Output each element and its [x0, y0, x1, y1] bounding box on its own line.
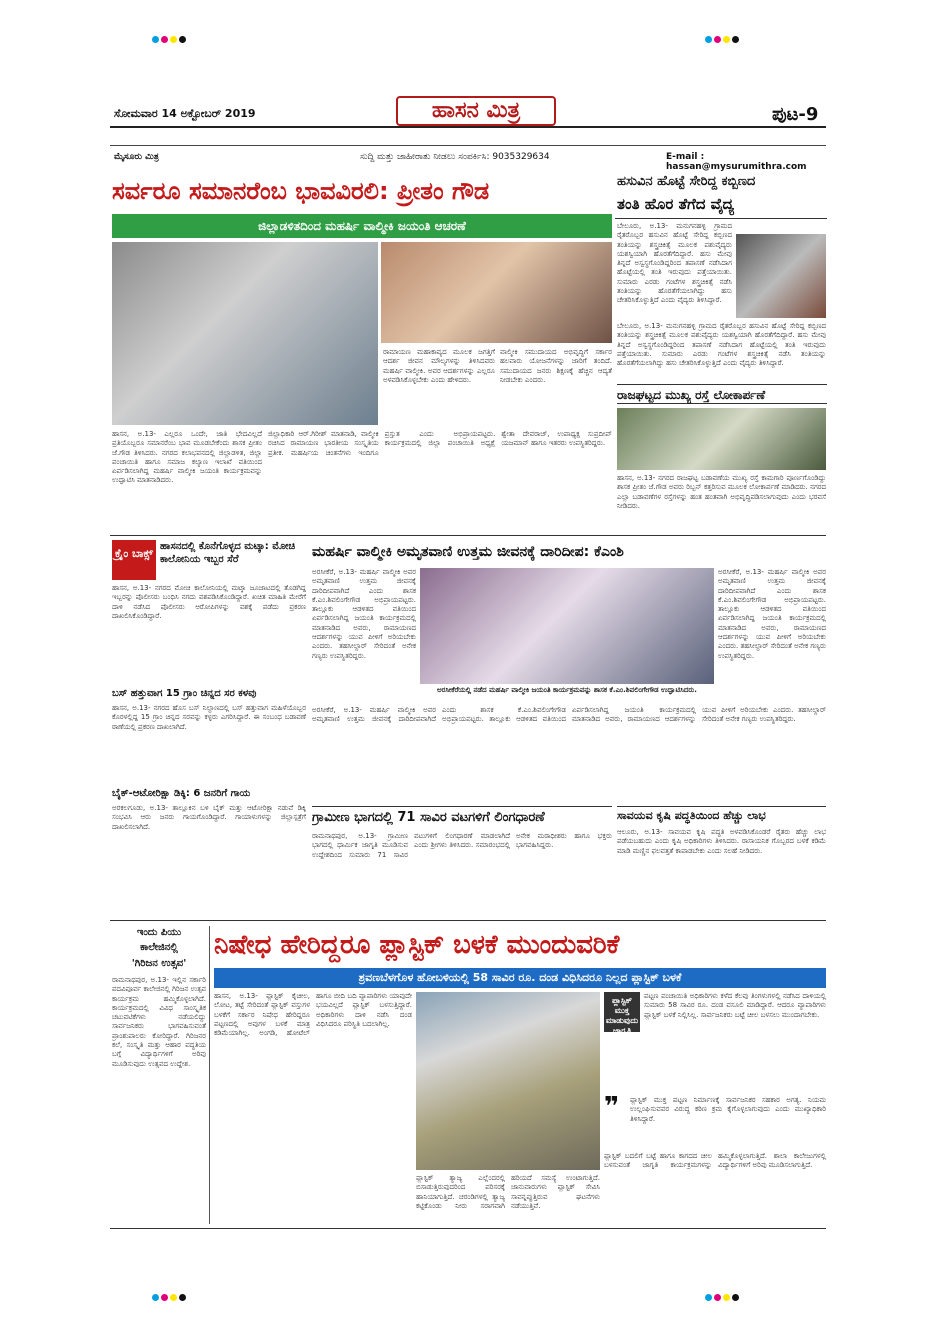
- story5-body: ರಾಮನಾಥಪುರ, ಅ.13- ಗ್ರಾಮೀಣ ಭಾಗದಲ್ಲಿ ಧಾರ್ಮಿಕ ಜಾಗೃತಿ ಮೂಡಿಸುವ ಉದ್ದೇಶದಿಂದ ಸುಮಾರು 71 ಸಾವಿರ ವಟುಗಳಿಗೆ ಲಿಂಗಧಾರಣೆ ಮಾಡಲಾಗಿದೆ ಎಂದು ಶ್ರೀಗಳು ತಿಳಿಸಿದರು. ಸಮಾರಂಭದಲ್ಲಿ ಅನೇಕ ಮಠಾಧೀಶರು ಹಾಗೂ ಭಕ್ತರು ಭಾಗವಹಿಸಿದ್ದರು.: [312, 832, 612, 859]
- paper-name: ಮೈಸೂರು ಮಿತ್ರ: [114, 152, 159, 162]
- story1-body-b: ರಾಮಾಯಣ ಮಹಾಕಾವ್ಯದ ಮೂಲಕ ಜಗತ್ತಿಗೆ ಆದರ್ಶ ಜೀವನ ಮೌಲ್ಯಗಳನ್ನು ತಿಳಿಸಿದವರು ಮಹರ್ಷಿ ವಾಲ್ಮೀಕಿ. ಅವರ ಆದರ್ಶಗಳನ್ನು ಎಲ್ಲರೂ ಅಳವಡಿಸಿಕೊಳ್ಳಬೇಕು ಎಂದು ಹೇಳಿದರು.: [383, 348, 495, 384]
- contact-row: [110, 150, 826, 172]
- college-divider: [209, 926, 210, 1224]
- contact-line: ಸುದ್ದಿ ಮತ್ತು ಜಾಹೀರಾತು ನೀಡಲು ಸಂಪರ್ಕಿಸಿ: 9035329634: [360, 152, 550, 162]
- quote-mark-icon: ❞: [604, 1092, 620, 1122]
- story7-headline: ನಿಷೇಧ ಹೇರಿದ್ದರೂ ಪ್ಲಾಸ್ಟಿಕ್ ಬಳಕೆ ಮುಂದುವರಿಕೆ: [214, 930, 620, 960]
- story7-quote-tag: ಪ್ಲಾಸ್ಟಿಕ್ ಮುಕ್ತ ಮಾಡುವುದು ಜಾಗೃತಿ: [604, 992, 640, 1032]
- crime-headline: ಹಾಸನದಲ್ಲಿ ಕೊನೆಗೊಳ್ಳದ ಮಟ್ಕಾ: ಮೋಚಿ ಕಾಲೋನಿಯ ಇಬ್ಬರ ಸೆರೆ: [160, 541, 296, 565]
- story2-photo-wire: [736, 234, 826, 318]
- masthead-rule: [110, 126, 826, 128]
- story4-photo: [420, 568, 714, 684]
- story4-body-right: ಅರಸೀಕೆರೆ, ಅ.13- ಮಹರ್ಷಿ ವಾಲ್ಮೀಕಿ ಅವರ ಅಮೃತವಾಣಿ ಉತ್ತಮ ಜೀವನಕ್ಕೆ ದಾರಿದೀಪವಾಗಿದೆ ಎಂದು ಶಾಸಕ ಕೆ.ಎಂ.ಶಿವಲಿಂಗೇಗೌಡ ಅಭಿಪ್ರಾಯಪಟ್ಟರು. ತಾಲ್ಲೂಕು ಆಡಳಿತದ ವತಿಯಿಂದ ಏರ್ಪಡಿಸಲಾಗಿದ್ದ ಜಯಂತಿ ಕಾರ್ಯಕ್ರಮದಲ್ಲಿ ಮಾತನಾಡಿದ ಅವರು, ರಾಮಾಯಣದ ಆದರ್ಶಗಳನ್ನು ಯುವ ಪೀಳಿಗೆ ಅರಿಯಬೇಕು ಎಂದರು. ತಹಸೀಲ್ದಾರ್ ಸೇರಿದಂತೆ ಅನೇಕ ಗಣ್ಯರು ಉಪಸ್ಥಿತರಿದ್ದರು.: [718, 568, 826, 660]
- crime-body2: ಹಾಸನ, ಅ.13- ನಗರದ ಹೊಸ ಬಸ್ ನಿಲ್ದಾಣದಲ್ಲಿ ಬಸ್ ಹತ್ತುವಾಗ ಮಹಿಳೆಯೊಬ್ಬರ ಕೊರಳಲ್ಲಿದ್ದ 15 ಗ್ರಾಂ ಚಿನ್ನದ ಸರವನ್ನು ಕಳ್ಳರು ಎಗರಿಸಿದ್ದಾರೆ. ಈ ಸಂಬಂಧ ಬಡಾವಣೆ ಠಾಣೆಯಲ್ಲಿ ಪ್ರಕರಣ ದಾಖಲಾಗಿದೆ.: [112, 704, 306, 731]
- story1-body-c: ವಾಲ್ಮೀಕಿ ಸಮುದಾಯದ ಅಭಿವೃದ್ಧಿಗೆ ಸರ್ಕಾರ ಹಲವಾರು ಯೋಜನೆಗಳನ್ನು ಜಾರಿಗೆ ತಂದಿದೆ. ಸಮುದಾಯದ ಜನರು ಶಿಕ್ಷಣಕ್ಕೆ ಹೆಚ್ಚಿನ ಆದ್ಯತೆ ನೀಡಬೇಕು ಎಂದರು.: [500, 348, 612, 384]
- story7-body-e: ಪ್ಲಾಸ್ಟಿಕ್ ಬದಲಿಗೆ ಬಟ್ಟೆ ಹಾಗೂ ಕಾಗದದ ಚೀಲ ಬಳಸುವಂತೆ ಜಾಗೃತಿ ಕಾರ್ಯಕ್ರಮಗಳನ್ನು ಹಮ್ಮಿಕೊಳ್ಳಲಾಗುತ್ತಿದೆ. ಶಾಲಾ ಕಾಲೇಜುಗಳಲ್ಲಿ ವಿದ್ಯಾರ್ಥಿಗಳಿಗೆ ಅರಿವು ಮೂಡಿಸಲಾಗುತ್ತಿದೆ.: [604, 1152, 826, 1170]
- story6-headline: ಸಾವಯವ ಕೃಷಿ ಪದ್ಧತಿಯಿಂದ ಹೆಚ್ಚು ಲಾಭ: [617, 806, 826, 824]
- section-divider-1: [110, 535, 826, 536]
- story2-rule: [615, 218, 827, 219]
- page-bottom-rule: [110, 1228, 826, 1229]
- story1-photo-dignitaries: [381, 242, 612, 343]
- college-headline-1: ಇಂದು ಪಿಯು: [136, 927, 182, 938]
- college-headline-3: 'ಗಿರಿಜನ ಉತ್ಸವ': [131, 958, 187, 969]
- registration-marks-bottom: [152, 1294, 188, 1301]
- crime-box-tag: ಕ್ರೈಂ ಬಾಕ್ಸ್: [112, 540, 156, 580]
- masthead-strip: [110, 132, 826, 146]
- story7-body-a: ಹಾಸನ, ಅ.13- ಪ್ಲಾಸ್ಟಿಕ್ ಕೈಚೀಲ, ಲೋಟ, ತಟ್ಟೆ ಸೇರಿದಂತೆ ಪ್ಲಾಸ್ಟಿಕ್ ವಸ್ತುಗಳ ಬಳಕೆಗೆ ಸರ್ಕಾರ ನಿಷೇಧ ಹೇರಿದ್ದರೂ ಪಟ್ಟಣದಲ್ಲಿ ಅವುಗಳ ಬಳಕೆ ಮಾತ್ರ ಕಡಿಮೆಯಾಗಿಲ್ಲ. ಅಂಗಡಿ, ಹೋಟೆಲ್ ಹಾಗೂ ಬೀದಿ ಬದಿ ವ್ಯಾಪಾರಿಗಳು ಯಾವುದೇ ಭಯವಿಲ್ಲದೆ ಪ್ಲಾಸ್ಟಿಕ್ ಬಳಸುತ್ತಿದ್ದಾರೆ. ಅಧಿಕಾರಿಗಳು ದಾಳಿ ನಡೆಸಿ ದಂಡ ವಿಧಿಸಿದರೂ ಪರಿಸ್ಥಿತಿ ಬದಲಾಗಿಲ್ಲ.: [214, 992, 412, 1038]
- story7-body-d: ಪ್ಲಾಸ್ಟಿಕ್ ಮುಕ್ತ ಪಟ್ಟಣ ನಿರ್ಮಾಣಕ್ಕೆ ಸಾರ್ವಜನಿಕರ ಸಹಕಾರ ಅಗತ್ಯ. ನಿಯಮ ಉಲ್ಲಂಘಿಸುವವರ ವಿರುದ್ಧ ಕಠಿಣ ಕ್ರಮ ಕೈಗೊಳ್ಳಲಾಗುವುದು ಎಂದು ಮುಖ್ಯಾಧಿಕಾರಿ ತಿಳಿಸಿದ್ದಾರೆ.: [630, 1096, 826, 1123]
- story1-headline: ಸರ್ವರೂ ಸಮಾನರೆಂಬ ಭಾವವಿರಲಿ: ಪ್ರೀತಂ ಗೌಡ: [112, 177, 490, 205]
- crime-sub2: ಬೈಕ್-ಆಟೋರಿಕ್ಷಾ ಡಿಕ್ಕಿ: 6 ಜನರಿಗೆ ಗಾಯ: [112, 788, 251, 799]
- story1-subhead: ಜಿಲ್ಲಾಡಳಿತದಿಂದ ಮಹರ್ಷಿ ವಾಲ್ಮೀಕಿ ಜಯಂತಿ ಆಚರಣೆ: [112, 214, 612, 238]
- story7-body-b: ಪ್ಲಾಸ್ಟಿಕ್ ತ್ಯಾಜ್ಯ ಎಲ್ಲೆಂದರಲ್ಲಿ ಬಿಸಾಡುತ್ತಿರುವುದರಿಂದ ಪರಿಸರಕ್ಕೆ ಹಾನಿಯಾಗುತ್ತಿದೆ. ಚರಂಡಿಗಳಲ್ಲಿ ತ್ಯಾಜ್ಯ ಕಟ್ಟಿಕೊಂಡು ನೀರು ಸರಾಗವಾಗಿ ಹರಿಯದೆ ಸಮಸ್ಯೆ ಉಂಟಾಗುತ್ತಿದೆ. ಜಾನುವಾರುಗಳು ಪ್ಲಾಸ್ಟಿಕ್ ಸೇವಿಸಿ ಸಾವನ್ನಪ್ಪುತ್ತಿರುವ ಘಟನೆಗಳು ನಡೆಯುತ್ತಿವೆ.: [416, 1174, 600, 1210]
- story6-body: ಆಲೂರು, ಅ.13- ಸಾವಯವ ಕೃಷಿ ಪದ್ಧತಿ ಅಳವಡಿಸಿಕೊಂಡರೆ ರೈತರು ಹೆಚ್ಚು ಲಾಭ ಪಡೆಯಬಹುದು ಎಂದು ಕೃಷಿ ಅಧಿಕಾರಿಗಳು ತಿಳಿಸಿದರು. ರಾಸಾಯನಿಕ ಗೊಬ್ಬರದ ಬಳಕೆ ಕಡಿಮೆ ಮಾಡಿ ಮಣ್ಣಿನ ಫಲವತ್ತತೆ ಕಾಪಾಡಬೇಕು ಎಂದು ಸಲಹೆ ನೀಡಿದರು.: [617, 828, 826, 855]
- story7-subhead: ಶ್ರವಣಬೆಳಗೊಳ ಹೋಬಳಿಯಲ್ಲಿ 58 ಸಾವಿರ ರೂ. ದಂಡ ವಿಧಿಸಿದರೂ ನಿಲ್ಲದ ಪ್ಲಾಸ್ಟಿಕ್ ಬಳಕೆ: [214, 968, 826, 988]
- story5-headline: ಗ್ರಾಮೀಣ ಭಾಗದಲ್ಲಿ 71 ಸಾವಿರ ವಟಗಳಿಗೆ ಲಿಂಗಧಾರಣೆ: [312, 806, 612, 828]
- story7-photo-plastic-waste: [416, 992, 600, 1170]
- story1-body-d: ಜಿಲ್ಲಾಧಿಕಾರಿ ಆರ್.ಗಿರೀಶ್ ಮಾತನಾಡಿ, ವಾಲ್ಮೀಕಿ ರಚಿಸಿದ ರಾಮಾಯಣ ಭಾರತೀಯ ಸಂಸ್ಕೃತಿಯ ಪ್ರತೀಕ. ಮಹರ್ಷಿಯ ಚಿಂತನೆಗಳು ಇಂದಿಗೂ ಪ್ರಸ್ತುತ ಎಂದು ಅಭಿಪ್ರಾಯಪಟ್ಟರು. ಕಾರ್ಯಕ್ರಮದಲ್ಲಿ ಜಿಲ್ಲಾ ಪಂಚಾಯಿತಿ ಅಧ್ಯಕ್ಷೆ ಶ್ವೇತಾ ದೇವರಾಜ್, ಉಪಾಧ್ಯಕ್ಷ ಸುಪ್ರದೀಪ್ ಯಜಮಾನ್ ಹಾಗೂ ಇತರರು ಉಪಸ್ಥಿತರಿದ್ದರು.: [268, 430, 612, 457]
- registration-marks-bottom-right: [705, 1294, 741, 1301]
- story4-body-cont: ಅರಸೀಕೆರೆ, ಅ.13- ಮಹರ್ಷಿ ವಾಲ್ಮೀಕಿ ಅವರ ಅಮೃತವಾಣಿ ಉತ್ತಮ ಜೀವನಕ್ಕೆ ದಾರಿದೀಪವಾಗಿದೆ ಎಂದು ಶಾಸಕ ಕೆ.ಎಂ.ಶಿವಲಿಂಗೇಗೌಡ ಅಭಿಪ್ರಾಯಪಟ್ಟರು. ತಾಲ್ಲೂಕು ಆಡಳಿತದ ವತಿಯಿಂದ ಏರ್ಪಡಿಸಲಾಗಿದ್ದ ಜಯಂತಿ ಕಾರ್ಯಕ್ರಮದಲ್ಲಿ ಮಾತನಾಡಿದ ಅವರು, ರಾಮಾಯಣದ ಆದರ್ಶಗಳನ್ನು ಯುವ ಪೀಳಿಗೆ ಅರಿಯಬೇಕು ಎಂದರು. ತಹಸೀಲ್ದಾರ್ ಸೇರಿದಂತೆ ಅನೇಕ ಗಣ್ಯರು ಉಪಸ್ಥಿತರಿದ್ದರು.: [312, 706, 826, 724]
- crime-body3: ಅರಕಲಗೂಡು, ಅ.13- ತಾಲ್ಲೂಕಿನ ಬಳಿ ಬೈಕ್ ಮತ್ತು ಆಟೋರಿಕ್ಷಾ ನಡುವೆ ಡಿಕ್ಕಿ ಸಂಭವಿಸಿ ಆರು ಜನರು ಗಾಯಗೊಂಡಿದ್ದಾರೆ. ಗಾಯಾಳುಗಳನ್ನು ಜಿಲ್ಲಾಸ್ಪತ್ರೆಗೆ ದಾಖಲಿಸಲಾಗಿದೆ.: [112, 804, 306, 831]
- email-line: E-mail : hassan@mysurumithra.com: [666, 152, 807, 172]
- story2-body-cont: ಬೇಲೂರು, ಅ.13- ಮನುಗನಹಳ್ಳಿ ಗ್ರಾಮದ ರೈತರೊಬ್ಬರ ಹಸುವಿನ ಹೊಟ್ಟೆ ಸೇರಿದ್ದ ಕಬ್ಬಿಣದ ತಂತಿಯನ್ನು ಶಸ್ತ್ರಚಿಕಿತ್ಸೆ ಮೂಲಕ ಪಶುವೈದ್ಯರು ಯಶಸ್ವಿಯಾಗಿ ಹೊರತೆಗೆದಿದ್ದಾರೆ. ಹಸು ಮೇವು ತಿನ್ನದೆ ಅಸ್ವಸ್ಥಗೊಂಡಿದ್ದರಿಂದ ತಪಾಸಣೆ ನಡೆಸಿದಾಗ ಹೊಟ್ಟೆಯಲ್ಲಿ ತಂತಿ ಇರುವುದು ಪತ್ತೆಯಾಯಿತು. ಸುಮಾರು ಎರಡು ಗಂಟೆಗಳ ಶಸ್ತ್ರಚಿಕಿತ್ಸೆ ನಡೆಸಿ ತಂತಿಯನ್ನು ಹೊರತೆಗೆಯಲಾಗಿದ್ದು ಹಸು ಚೇತರಿಸಿಕೊಳ್ಳುತ್ತಿದೆ ಎಂದು ವೈದ್ಯರು ತಿಳಿಸಿದ್ದಾರೆ.: [617, 322, 826, 368]
- story4-body-left: ಅರಸೀಕೆರೆ, ಅ.13- ಮಹರ್ಷಿ ವಾಲ್ಮೀಕಿ ಅವರ ಅಮೃತವಾಣಿ ಉತ್ತಮ ಜೀವನಕ್ಕೆ ದಾರಿದೀಪವಾಗಿದೆ ಎಂದು ಶಾಸಕ ಕೆ.ಎಂ.ಶಿವಲಿಂಗೇಗೌಡ ಅಭಿಪ್ರಾಯಪಟ್ಟರು. ತಾಲ್ಲೂಕು ಆಡಳಿತದ ವತಿಯಿಂದ ಏರ್ಪಡಿಸಲಾಗಿದ್ದ ಜಯಂತಿ ಕಾರ್ಯಕ್ರಮದಲ್ಲಿ ಮಾತನಾಡಿದ ಅವರು, ರಾಮಾಯಣದ ಆದರ್ಶಗಳನ್ನು ಯುವ ಪೀಳಿಗೆ ಅರಿಯಬೇಕು ಎಂದರು. ತಹಸೀಲ್ದಾರ್ ಸೇರಿದಂತೆ ಅನೇಕ ಗಣ್ಯರು ಉಪಸ್ಥಿತರಿದ್ದರು.: [312, 568, 416, 660]
- story3-body: ಹಾಸನ, ಅ.13- ನಗರದ ರಾಜಘಟ್ಟ ಬಡಾವಣೆಯ ಮುಖ್ಯ ರಸ್ತೆ ಕಾಮಗಾರಿ ಪೂರ್ಣಗೊಂಡಿದ್ದು ಶಾಸಕ ಪ್ರೀತಂ ಜೆ.ಗೌಡ ಅವರು ರಿಬ್ಬನ್ ಕತ್ತರಿಸುವ ಮೂಲಕ ಲೋಕಾರ್ಪಣೆ ಮಾಡಿದರು. ನಗರದ ಎಲ್ಲಾ ಬಡಾವಣೆಗಳ ರಸ್ತೆಗಳನ್ನು ಹಂತ ಹಂತವಾಗಿ ಅಭಿವೃದ್ಧಿಪಡಿಸಲಾಗುವುದು ಎಂದು ಭರವಸೆ ನೀಡಿದರು.: [617, 474, 826, 510]
- crime-sub1: ಬಸ್ ಹತ್ತುವಾಗ 15 ಗ್ರಾಂ ಚಿನ್ನದ ಸರ ಕಳವು: [112, 688, 257, 699]
- story2-body: ಬೇಲೂರು, ಅ.13- ಮನುಗನಹಳ್ಳಿ ಗ್ರಾಮದ ರೈತರೊಬ್ಬರ ಹಸುವಿನ ಹೊಟ್ಟೆ ಸೇರಿದ್ದ ಕಬ್ಬಿಣದ ತಂತಿಯನ್ನು ಶಸ್ತ್ರಚಿಕಿತ್ಸೆ ಮೂಲಕ ಪಶುವೈದ್ಯರು ಯಶಸ್ವಿಯಾಗಿ ಹೊರತೆಗೆದಿದ್ದಾರೆ. ಹಸು ಮೇವು ತಿನ್ನದೆ ಅಸ್ವಸ್ಥಗೊಂಡಿದ್ದರಿಂದ ತಪಾಸಣೆ ನಡೆಸಿದಾಗ ಹೊಟ್ಟೆಯಲ್ಲಿ ತಂತಿ ಇರುವುದು ಪತ್ತೆಯಾಯಿತು. ಸುಮಾರು ಎರಡು ಗಂಟೆಗಳ ಶಸ್ತ್ರಚಿಕಿತ್ಸೆ ನಡೆಸಿ ತಂತಿಯನ್ನು ಹೊರತೆಗೆಯಲಾಗಿದ್ದು ಹಸು ಚೇತರಿಸಿಕೊಳ್ಳುತ್ತಿದೆ ಎಂದು ವೈದ್ಯರು ತಿಳಿಸಿದ್ದಾರೆ.: [617, 222, 732, 305]
- story3-photo: [617, 408, 826, 470]
- story1-body-a: ಹಾಸನ, ಅ.13- ಎಲ್ಲರೂ ಒಂದೇ, ಜಾತಿ ಭೇದವಿಲ್ಲದೆ ಪ್ರತಿಯೊಬ್ಬರೂ ಸಮಾನರೆಂಬ ಭಾವ ಮೂಡಬೇಕೆಂದು ಶಾಸಕ ಪ್ರೀತಂ ಜೆ.ಗೌಡ ತಿಳಿಸಿದರು. ನಗರದ ಕಲಾಭವನದಲ್ಲಿ ಜಿಲ್ಲಾಡಳಿತ, ಜಿಲ್ಲಾ ಪಂಚಾಯಿತಿ ಹಾಗೂ ಸಮಾಜ ಕಲ್ಯಾಣ ಇಲಾಖೆ ವತಿಯಿಂದ ಏರ್ಪಡಿಸಲಾಗಿದ್ದ ಮಹರ್ಷಿ ವಾಲ್ಮೀಕಿ ಜಯಂತಿ ಕಾರ್ಯಕ್ರಮವನ್ನು ಉದ್ಘಾಟಿಸಿ ಮಾತನಾಡಿದರು.: [112, 430, 262, 485]
- crime-body: ಹಾಸನ, ಅ.13- ನಗರದ ಮೋಚಿ ಕಾಲೋನಿಯಲ್ಲಿ ಮಟ್ಕಾ ಜೂಜಾಟದಲ್ಲಿ ತೊಡಗಿದ್ದ ಇಬ್ಬರನ್ನು ಪೊಲೀಸರು ಬಂಧಿಸಿ ನಗದು ವಶಪಡಿಸಿಕೊಂಡಿದ್ದಾರೆ. ಖಚಿತ ಮಾಹಿತಿ ಮೇರೆಗೆ ದಾಳಿ ನಡೆಸಿದ ಪೊಲೀಸರು ಆರೋಪಿಗಳನ್ನು ವಶಕ್ಕೆ ಪಡೆದು ಪ್ರಕರಣ ದಾಖಲಿಸಿಕೊಂಡಿದ್ದಾರೆ.: [112, 584, 306, 620]
- issue-date: ಸೋಮವಾರ 14 ಅಕ್ಟೋಬರ್ 2019: [114, 107, 256, 120]
- registration-marks-top-right: [705, 36, 741, 43]
- college-headline-2: ಕಾಲೇಜಿನಲ್ಲಿ: [140, 942, 178, 953]
- story1-photo-ceremony: [112, 242, 378, 425]
- story7-body-c: ಪಟ್ಟಣ ಪಂಚಾಯಿತಿ ಅಧಿಕಾರಿಗಳು ಕಳೆದ ಕೆಲವು ತಿಂಗಳುಗಳಲ್ಲಿ ನಡೆಸಿದ ದಾಳಿಯಲ್ಲಿ ಸುಮಾರು 58 ಸಾವಿರ ರೂ. ದಂಡ ವಸೂಲಿ ಮಾಡಿದ್ದಾರೆ. ಆದರೂ ವ್ಯಾಪಾರಿಗಳು ಪ್ಲಾಸ್ಟಿಕ್ ಬಳಕೆ ನಿಲ್ಲಿಸಿಲ್ಲ. ಸಾರ್ವಜನಿಕರು ಬಟ್ಟೆ ಚೀಲ ಬಳಸಲು ಮುಂದಾಗಬೇಕು.: [644, 992, 826, 1019]
- registration-marks-top: [152, 36, 188, 43]
- story4-headline: ಮಹರ್ಷಿ ವಾಲ್ಮೀಕಿ ಅಮೃತವಾಣಿ ಉತ್ತಮ ಜೀವನಕ್ಕೆ ದಾರಿದೀಪ: ಕೆಎಂಶಿ: [312, 544, 624, 560]
- college-body: ರಾಮನಾಥಪುರ, ಅ.13- ಇಲ್ಲಿನ ಸರ್ಕಾರಿ ಪದವಿಪೂರ್ವ ಕಾಲೇಜಿನಲ್ಲಿ ಗಿರಿಜನ ಉತ್ಸವ ಕಾರ್ಯಕ್ರಮ ಹಮ್ಮಿಕೊಳ್ಳಲಾಗಿದೆ. ಕಾರ್ಯಕ್ರಮದಲ್ಲಿ ವಿವಿಧ ಸಾಂಸ್ಕೃತಿಕ ಚಟುವಟಿಕೆಗಳು ನಡೆಯಲಿದ್ದು ಸಾರ್ವಜನಿಕರು ಭಾಗವಹಿಸುವಂತೆ ಪ್ರಾಂಶುಪಾಲರು ಕೋರಿದ್ದಾರೆ. ಗಿರಿಜನರ ಕಲೆ, ಸಂಸ್ಕೃತಿ ಮತ್ತು ಆಹಾರ ಪದ್ಧತಿಯ ಬಗ್ಗೆ ವಿದ್ಯಾರ್ಥಿಗಳಿಗೆ ಅರಿವು ಮೂಡಿಸುವುದು ಉತ್ಸವದ ಉದ್ದೇಶ.: [112, 976, 206, 1068]
- story2-headline-1: ಹಸುವಿನ ಹೊಟ್ಟೆ ಸೇರಿದ್ದ ಕಬ್ಬಿಣದ: [617, 174, 756, 189]
- story4-caption: ಅರಸೀಕೆರೆಯಲ್ಲಿ ನಡೆದ ಮಹರ್ಷಿ ವಾಲ್ಮೀಕಿ ಜಯಂತಿ ಕಾರ್ಯಕ್ರಮವನ್ನು ಶಾಸಕ ಕೆ.ಎಂ.ಶಿವಲಿಂಗೇಗೌಡ ಉದ್ಘಾಟಿಸಿದರು.: [437, 686, 697, 694]
- story2-headline-2: ತಂತಿ ಹೊರ ತೆಗೆದ ವೈದ್ಯ: [617, 195, 735, 213]
- section-divider-2: [110, 920, 826, 921]
- story3-headline: ರಾಜಘಟ್ಟದ ಮುಖ್ಯ ರಸ್ತೆ ಲೋಕಾರ್ಪಣೆ: [617, 384, 827, 404]
- page-section-title: ಹಾಸನ ಮಿತ್ರ: [396, 96, 556, 126]
- page-number: ಪುಟ-9: [772, 104, 819, 125]
